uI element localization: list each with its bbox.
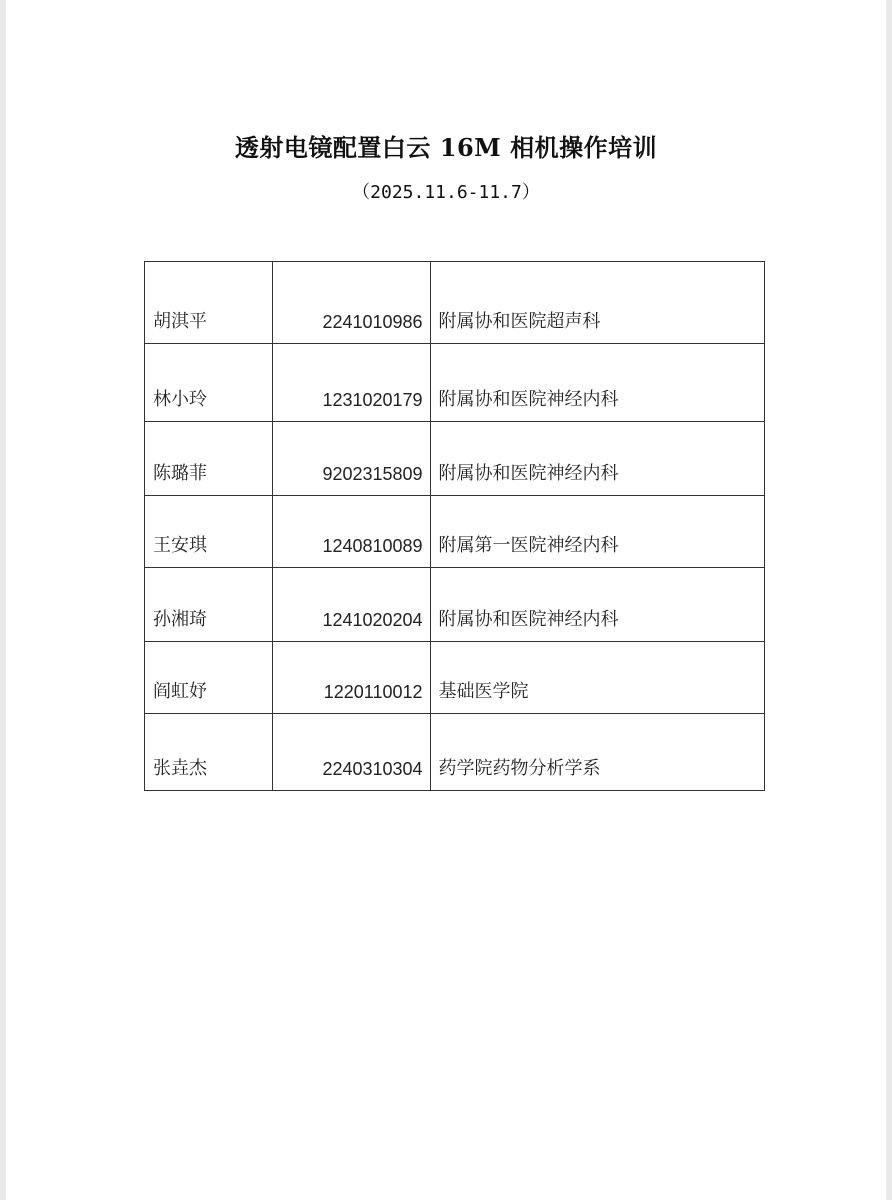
student-id: 2241010986: [272, 262, 430, 344]
table-row: [145, 496, 765, 568]
participant-name: 林小玲: [145, 344, 273, 422]
participant-table: [144, 261, 765, 791]
document-page: [6, 0, 886, 1200]
student-id: 1231020179: [272, 344, 430, 422]
participant-name: 孙湘琦: [145, 568, 273, 642]
department: 附属协和医院神经内科: [430, 422, 764, 496]
student-id: 2240310304: [272, 714, 430, 791]
table-row: [145, 714, 765, 791]
table-row: [145, 568, 765, 642]
participant-name: 王安琪: [145, 496, 273, 568]
table-row: [145, 344, 765, 422]
participant-name: 阎虹妤: [145, 642, 273, 714]
department: 附属协和医院神经内科: [430, 568, 764, 642]
student-id: 1240810089: [272, 496, 430, 568]
department: 药学院药物分析学系: [430, 714, 764, 791]
document-date-range: （2025.11.6-11.7）: [352, 182, 540, 203]
participant-name: 陈璐菲: [145, 422, 273, 496]
department: 附属第一医院神经内科: [430, 496, 764, 568]
department: 基础医学院: [430, 642, 764, 714]
table-row: [145, 262, 765, 344]
department: 附属协和医院超声科: [430, 262, 764, 344]
student-id: 9202315809: [272, 422, 430, 496]
table-row: [145, 642, 765, 714]
participant-name: 胡淇平: [145, 262, 273, 344]
participant-name: 张垚杰: [145, 714, 273, 791]
table-row: [145, 422, 765, 496]
student-id: 1241020204: [272, 568, 430, 642]
document-title: 透射电镜配置白云 16M 相机操作培训: [234, 133, 658, 162]
student-id: 1220110012: [272, 642, 430, 714]
department: 附属协和医院神经内科: [430, 344, 764, 422]
